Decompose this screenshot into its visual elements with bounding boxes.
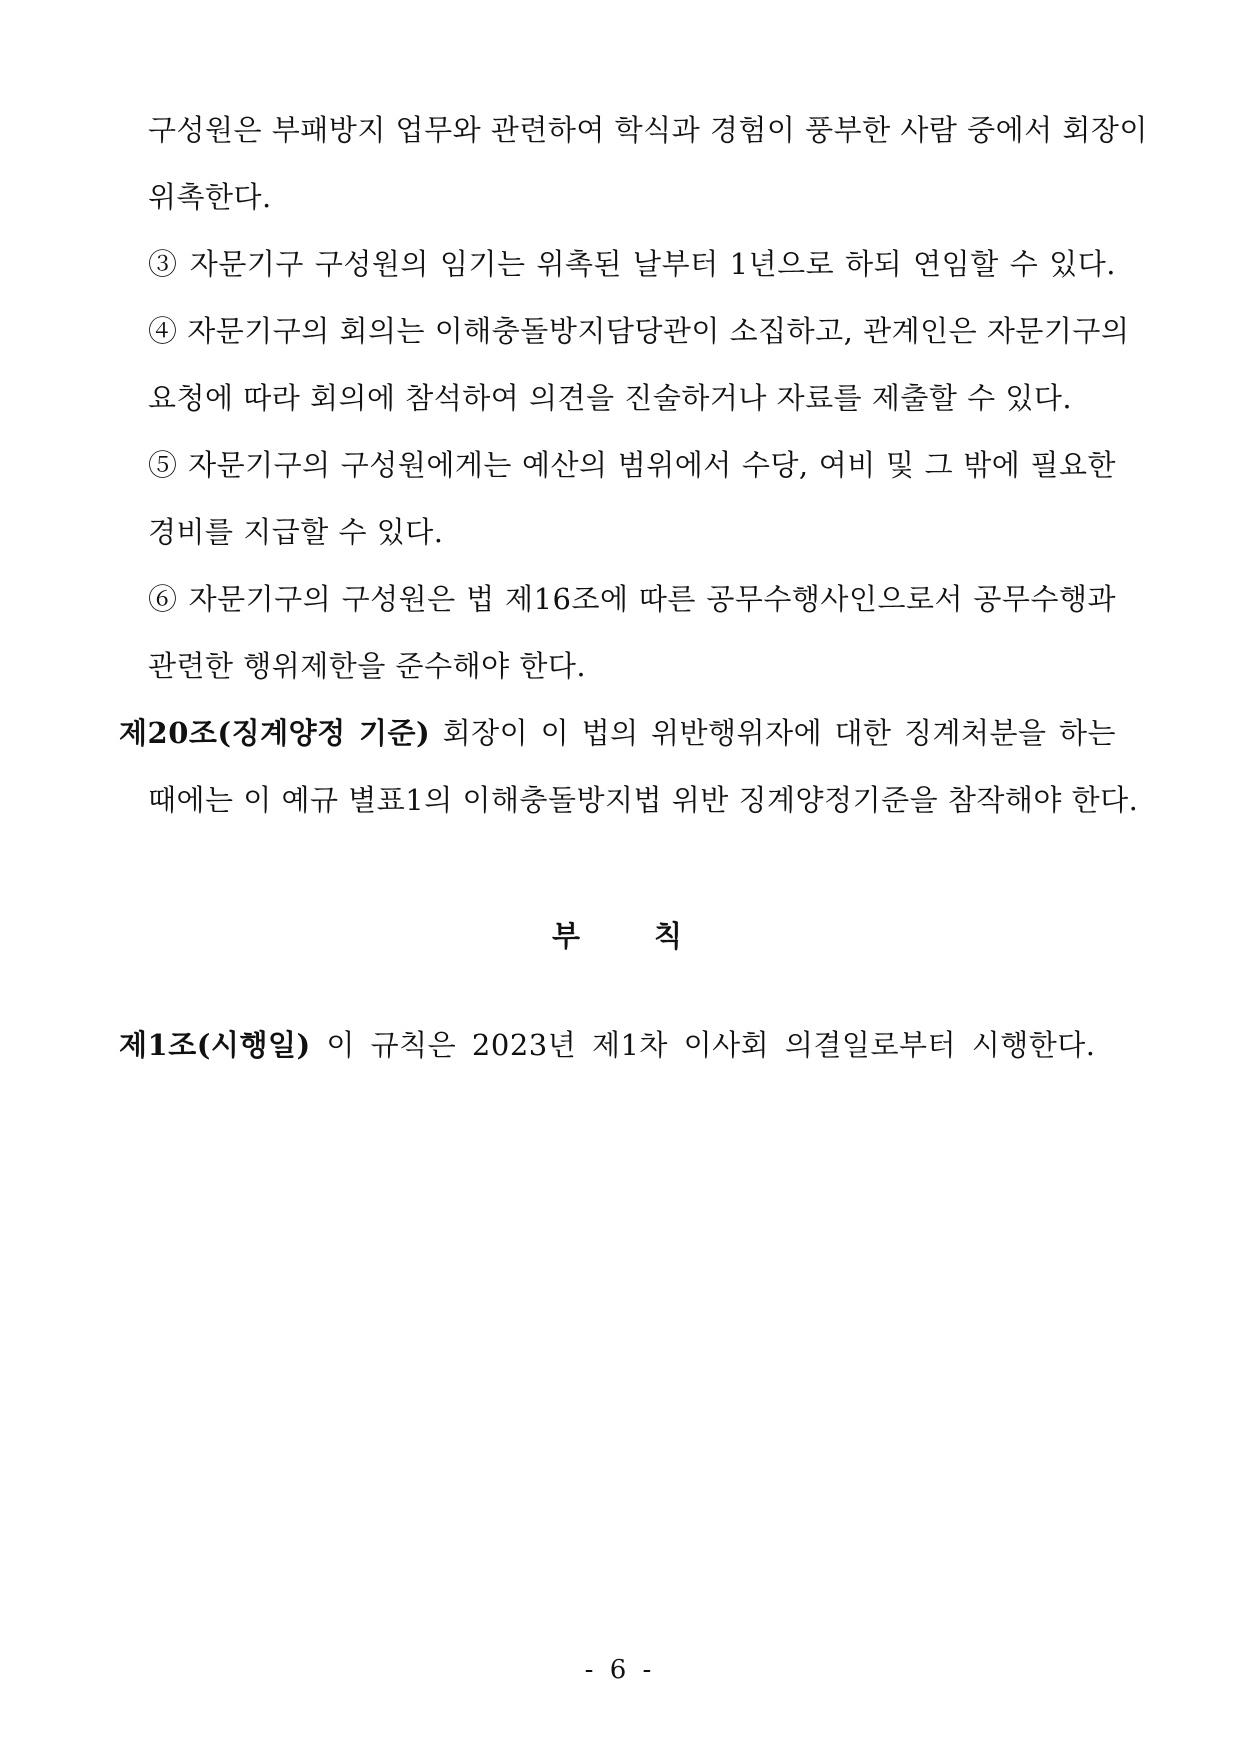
paragraph-line: 관련한 행위제한을 준수해야 한다. [148,649,587,683]
page-number: - 6 - [584,1655,656,1685]
paragraph-3: ③ 자문기구 구성원의 임기는 위촉된 날부터 1년으로 하되 연임할 수 있다. [148,247,1116,281]
paragraph-line: 구성원은 부패방지 업무와 관련하여 학식과 경험이 풍부한 사람 중에서 회장이 [148,113,1148,147]
addenda-article-1 [119,1025,1116,1065]
paragraph-5: ⑤ 자문기구의 구성원에게는 예산의 범위에서 수당, 여비 및 그 밖에 필요한 [148,448,1116,482]
article-20-heading: 제20조(징계양정 기준) [119,716,431,750]
article-20 [119,713,1116,753]
paragraph-line: 위촉한다. [148,180,272,214]
addenda-article-1-text: 이 규칙은 2023년 제1차 이사회 의결일로부터 시행한다. [326,1028,1096,1062]
paragraph-4: ④ 자문기구의 회의는 이해충돌방지담당관이 소집하고, 관계인은 자문기구의 [148,314,1130,348]
addenda-article-1-heading: 제1조(시행일) [119,1028,311,1062]
article-20-text: 회장이 이 법의 위반행위자에 대한 징계처분을 하는 [442,716,1117,750]
paragraph-line: 경비를 지급할 수 있다. [148,515,444,549]
paragraph-line: 요청에 따라 회의에 참석하여 의견을 진술하거나 자료를 제출할 수 있다. [148,381,1073,415]
addenda-heading: 부 칙 [552,919,682,953]
paragraph-6: ⑥ 자문기구의 구성원은 법 제16조에 따른 공무수행사인으로서 공무수행과 [148,582,1116,616]
paragraph-line: 때에는 이 예규 별표1의 이해충돌방지법 위반 징계양정기준을 참작해야 한다. [148,783,1139,817]
